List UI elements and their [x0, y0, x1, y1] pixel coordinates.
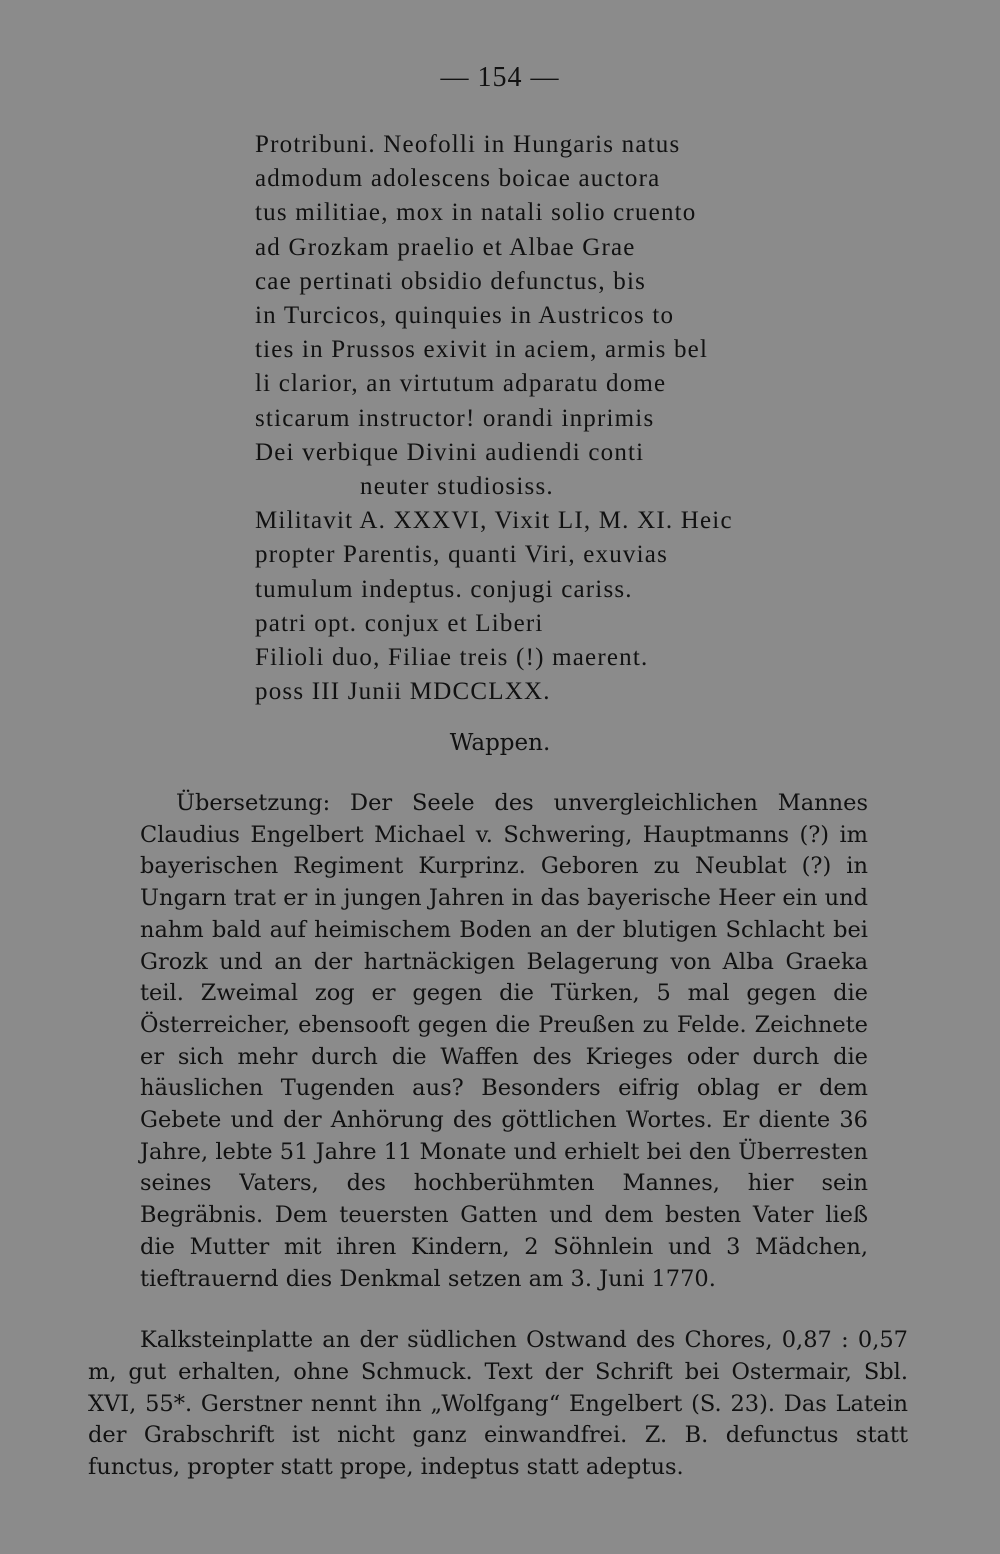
- inscription-line: poss III Junii MDCCLXX.: [255, 678, 551, 706]
- inscription-line: Dei verbique Divini audiendi conti: [255, 438, 645, 466]
- inscription-line: tus militiae, mox in natali solio cruento: [255, 199, 697, 227]
- inscription-line: admodum adolescens boicae auctora: [255, 165, 661, 193]
- inscription-line: tumulum indeptus. conjugi cariss.: [255, 575, 633, 603]
- inscription-line: li clarior, an virtutum adparatu dome: [255, 370, 667, 398]
- inscription-line: Protribuni. Neofolli in Hungaris natus: [255, 131, 681, 158]
- inscription-line: in Turcicos, quinquies in Austricos to: [255, 302, 675, 330]
- latin-inscription: [255, 128, 895, 709]
- inscription-line: ties in Prussos exivit in aciem, armis bel: [255, 336, 709, 364]
- notes-paragraph: Kalksteinplatte an der südlichen Ostwand des Chores, 0,87 : 0,57 m, gut erhalten, ohne Schmuck. Text der Schrift bei Ostermair, Sbl. XVI, 55*. Gerstner nennt ihn „Wolfgang“ Engelbert (S. 23). Das Latein der Grabschrift ist nicht ganz einwandfrei. Z. B. defunctus statt functus, propter statt prope, indeptus statt adeptus.: [88, 1327, 908, 1481]
- translation-paragraph: Übersetzung: Der Seele des unvergleichlichen Mannes Claudius Engelbert Michael v. Schwering, Hauptmanns (?) im bayerischen Regiment Kurprinz. Geboren zu Neublat (?) in Ungarn trat er in jungen Jahren in das bayerische Heer ein und nahm bald auf heimischem Boden an der blutigen Schlacht bei Grozk und an der hartnäckigen Belagerung von Alba Graeka teil. Zweimal zog er gegen die Türken, 5 mal gegen die Österreicher, ebensooft gegen die Preußen zu Felde. Zeichnete er sich mehr durch die Waffen des Krieges oder durch die häuslichen Tugenden aus? Besonders eifrig oblag er dem Gebete und der Anhörung des göttlichen Wortes. Er diente 36 Jahre, lebte 51 Jahre 11 Monate und erhielt bei den Überresten seines Vaters, des hochberühmten Mannes, hier sein Begräbnis. Dem teuersten Gatten und dem besten Vater ließ die Mutter mit ihren Kindern, 2 Söhnlein und 3 Mädchen, tieftrauernd dies Denkmal setzen am 3. Juni 1770.: [140, 790, 868, 1292]
- inscription-line: patri opt. conjux et Liberi: [255, 609, 544, 637]
- inscription-line: sticarum instructor! orandi inprimis: [255, 404, 655, 432]
- inscription-line: ad Grozkam praelio et Albae Grae: [255, 233, 636, 261]
- inscription-line: neuter studiosiss.: [360, 473, 554, 501]
- inscription-line: propter Parentis, quanti Viri, exuvias: [255, 541, 669, 569]
- page-number: — 154 —: [440, 62, 560, 93]
- wappen-heading: Wappen.: [449, 730, 551, 756]
- inscription-line: Filioli duo, Filiae treis (!) maerent.: [255, 644, 649, 672]
- inscription-line: cae pertinati obsidio defunctus, bis: [255, 267, 647, 295]
- inscription-line: Militavit A. XXXVI, Vixit LI, M. XI. Heic: [255, 507, 733, 535]
